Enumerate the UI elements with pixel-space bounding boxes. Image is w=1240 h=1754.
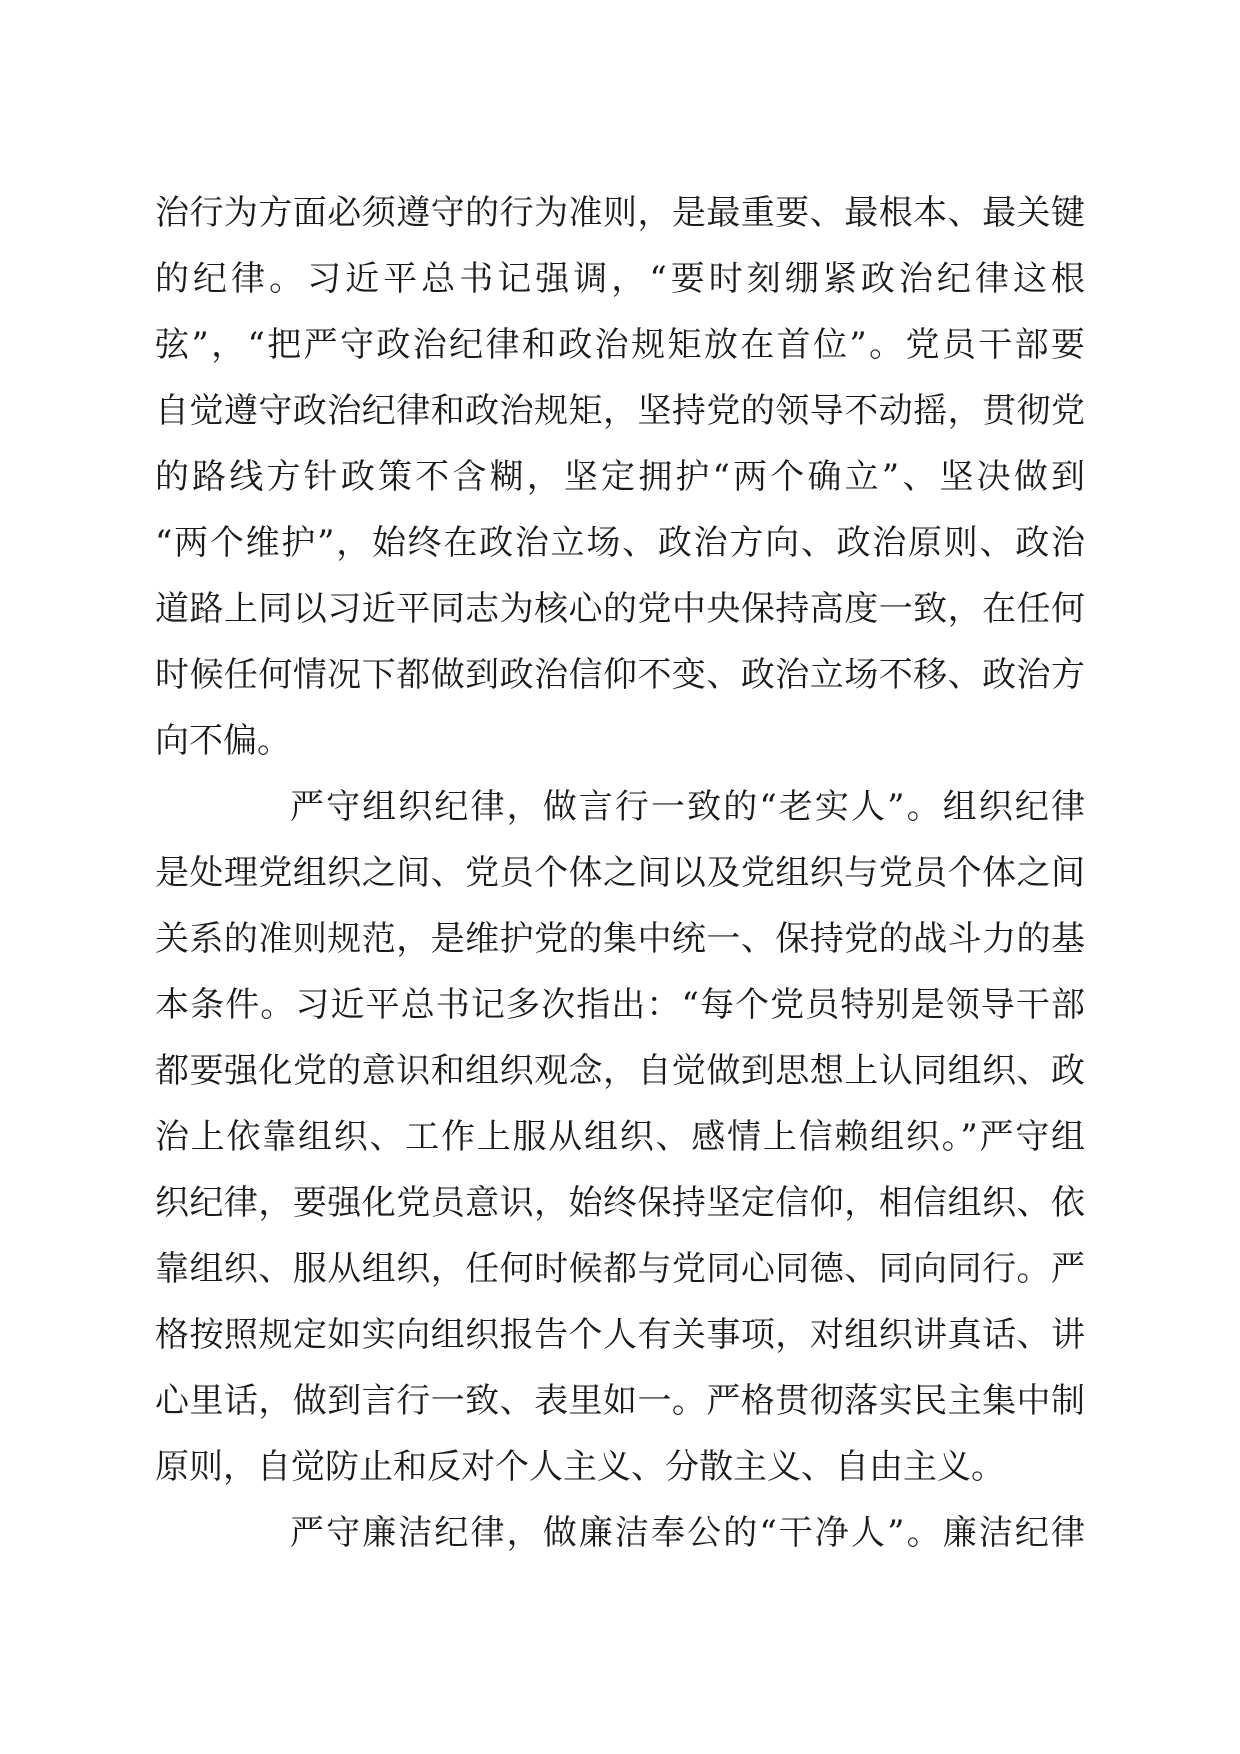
text-line: 靠组织、服从组织，任何时候都与党同心同德、同向同行。严 (155, 1249, 1085, 1289)
text-line: 治上依靠组织、工作上服从组织、感情上信赖组织。”严守组 (155, 1117, 1085, 1157)
text-line: 本条件。习近平总书记多次指出：“每个党员特别是领导干部 (155, 985, 1085, 1025)
text-line: 道路上同以习近平同志为核心的党中央保持高度一致，在任何 (155, 589, 1085, 629)
text-line: 时候任何情况下都做到政治信仰不变、政治立场不移、政治方 (155, 655, 1085, 695)
text-line: 格按照规定如实向组织报告个人有关事项，对组织讲真话、讲 (155, 1315, 1085, 1355)
text-line: 的路线方针政策不含糊，坚定拥护“两个确立”、坚决做到 (155, 457, 1085, 497)
text-line: 原则，自觉防止和反对个人主义、分散主义、自由主义。 (155, 1447, 1005, 1487)
text-line: 都要强化党的意识和组织观念，自觉做到思想上认同组织、政 (155, 1051, 1085, 1091)
text-line: 弦”，“把严守政治纪律和政治规矩放在首位”。党员干部要 (155, 325, 1085, 365)
text-line: 向不偏。 (155, 721, 291, 761)
text-line: 关系的准则规范，是维护党的集中统一、保持党的战斗力的基 (155, 919, 1085, 959)
paragraph-heading-line: 严守组织纪律，做言行一致的“老实人”。组织纪律 (290, 787, 1085, 827)
text-line: 自觉遵守政治纪律和政治规矩，坚持党的领导不动摇，贯彻党 (155, 391, 1085, 431)
text-line: 治行为方面必须遵守的行为准则，是最重要、最根本、最关键 (155, 193, 1085, 233)
text-line: “两个维护”，始终在政治立场、政治方向、政治原则、政治 (155, 523, 1085, 563)
text-line: 织纪律，要强化党员意识，始终保持坚定信仰，相信组织、依 (155, 1183, 1085, 1223)
text-line: 是处理党组织之间、党员个体之间以及党组织与党员个体之间 (155, 853, 1085, 893)
text-line: 的纪律。习近平总书记强调，“要时刻绷紧政治纪律这根 (155, 259, 1085, 299)
paragraph-heading-line: 严守廉洁纪律，做廉洁奉公的“干净人”。廉洁纪律 (290, 1513, 1085, 1553)
text-line: 心里话，做到言行一致、表里如一。严格贯彻落实民主集中制 (155, 1381, 1085, 1421)
